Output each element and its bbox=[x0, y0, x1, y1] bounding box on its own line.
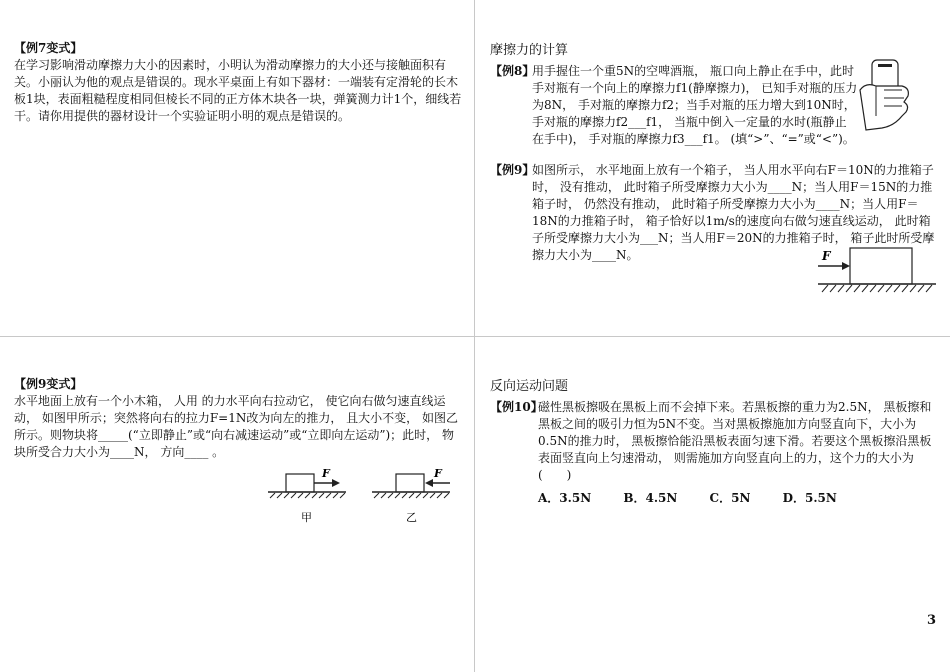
page-number: 3 bbox=[926, 613, 936, 628]
figure-a-force-label: F bbox=[322, 467, 330, 480]
example7-variant-heading: 【例7变式】 bbox=[14, 41, 83, 55]
example8-label: 【例8】 bbox=[490, 64, 535, 78]
example9-variant-heading: 【例9变式】 bbox=[14, 377, 83, 391]
example9-label: 【例9】 bbox=[490, 163, 535, 177]
section-title: 反向运动问题 bbox=[490, 379, 569, 394]
force-label: F bbox=[822, 249, 831, 263]
example7-variant-panel bbox=[14, 40, 464, 125]
example10 bbox=[490, 399, 938, 484]
horizontal-divider bbox=[0, 336, 950, 337]
figure-b-push-left bbox=[370, 466, 452, 526]
figure-b-force-label: F bbox=[434, 467, 442, 480]
section-title: 摩擦力的计算 bbox=[490, 43, 569, 58]
option-c: C．5N bbox=[709, 491, 751, 505]
option-b: B．4.5N bbox=[623, 491, 678, 505]
example9-variant-body: 水平地面上放有一个小木箱， 人用 的力水平向右拉动它， 使它向右做匀速直线运动， 如图甲所示；突然将向右的拉力F=1N改为向左的推力， 且大小不变， 如图乙所示。则物块将_____(“立即静止”或“向右减速运动”或“立即向左运动”)；此时， 物块所受合力大小为____N， 方向____ 。 bbox=[14, 394, 458, 459]
figure-b-caption: 乙 bbox=[406, 511, 417, 524]
option-d: D．5.5N bbox=[782, 491, 837, 505]
friction-calculation-panel bbox=[490, 42, 938, 264]
example9-variant-panel bbox=[14, 376, 464, 461]
example8-text: 用手握住一个重5N的空啤酒瓶， 瓶口向上静止在手中，此时手对瓶有一个向上的摩擦力f1(静摩擦力)， 已知手对瓶的压力为8N， 手对瓶的摩擦力f2；当手对瓶的压力增大到10N时， 手对瓶的摩擦力f2___f1， 当瓶中倒入一定量的水时(瓶静止在手中)， 手对瓶的摩擦力f3___f1。 (填“>”、“=”或“<”)。 bbox=[532, 64, 858, 146]
example9-text: 如图所示， 水平地面上放有一个箱子， 当人用水平向右F＝10N的力推箱子时， 没有推动， 此时箱子所受摩擦力大小为____N；当人用F＝15N的力推箱子时， 仍然没有推动， 此时箱子所受摩擦力大小为____N；当人用F＝18N的力推箱子时， 箱子恰好以1m/s的速度向右做匀速直线运动， 此时箱子所受摩擦力大小为___N；当人用F＝20N的力推箱子时， 箱子此时所受摩擦力大小为____N。 bbox=[532, 163, 935, 262]
figure-a-pull-right bbox=[266, 466, 348, 526]
figure-a-caption: 甲 bbox=[301, 511, 312, 524]
box-push-diagram bbox=[816, 246, 938, 296]
example7-variant-body: 在学习影响滑动摩擦力大小的因素时，小明认为滑动摩擦力的大小还与接触面积有关。小丽认为他的观点是错误的。现水平桌面上有如下器材：一端装有定滑轮的长木板1块，表面粗糙程度相同但棱长不同的正方体木块各一块，弹簧测力计1个，细线若干。请你用提供的器材设计一个实验证明小明的观点是错误的。 bbox=[14, 58, 462, 123]
hand-holding-bottle-illustration bbox=[858, 56, 920, 132]
reverse-motion-panel bbox=[490, 378, 938, 507]
option-a: A．3.5N bbox=[538, 491, 592, 505]
example10-text: 磁性黑板擦吸在黑板上而不会掉下来。若黑板擦的重力为2.5N， 黑板擦和黑板之间的吸引力恒为5N不变。当对黑板擦施加方向竖直向下，大小为0.5N的推力时， 黑板擦恰能沿黑板表面匀速下滑。若要这个黑板擦沿黑板表面竖直向上匀速滑动， 则需施加方向竖直向上的力，这个力的大小为( ) bbox=[538, 400, 932, 482]
example10-label: 【例10】 bbox=[490, 400, 543, 414]
answer-options bbox=[490, 490, 938, 507]
